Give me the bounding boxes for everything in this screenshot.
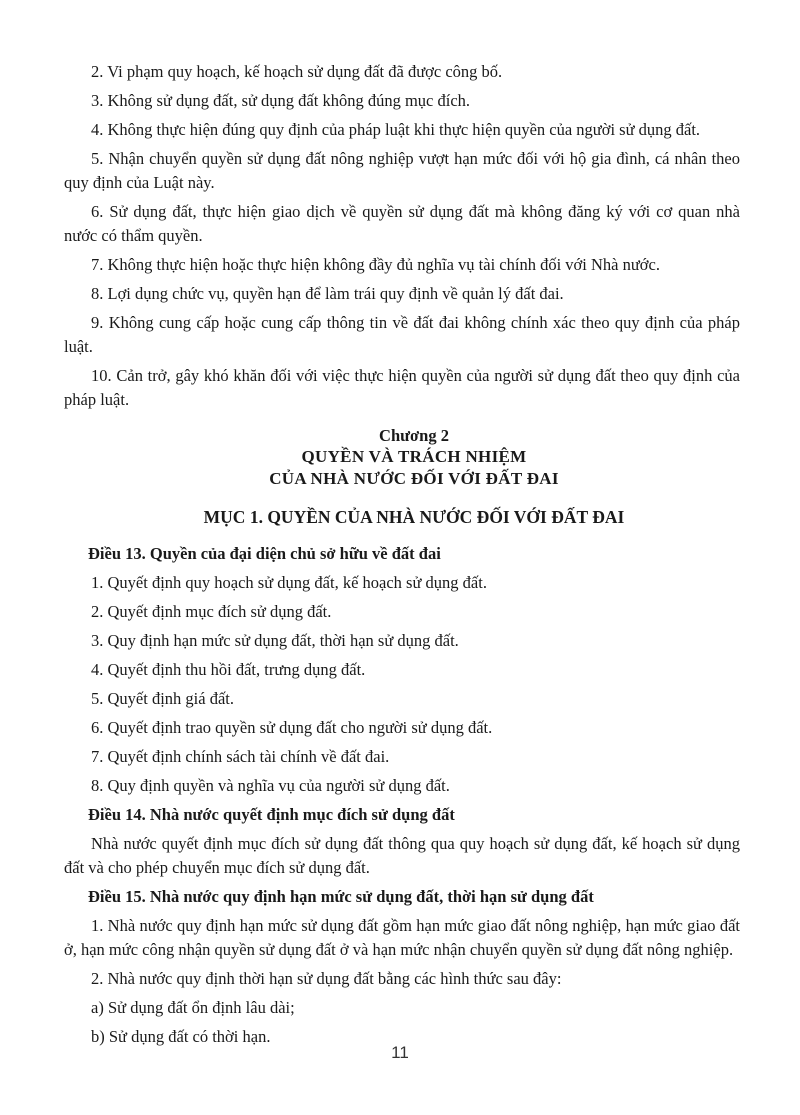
article-14-body: Nhà nước quyết định mục đích sử dụng đất thông qua quy hoạch sử dụng đất, kế hoạch sử dụng đất và cho phép chuyển mục đích sử dụng đất. — [64, 834, 740, 877]
article-13-list — [88, 571, 740, 798]
list-item: 10. Cản trở, gây khó khăn đối với việc thực hiện quyền của người sử dụng đất theo quy định của pháp luật. — [64, 366, 740, 409]
list-item: 3. Quy định hạn mức sử dụng đất, thời hạn sử dụng đất. — [91, 631, 459, 650]
list-item: 6. Sử dụng đất, thực hiện giao dịch về quyền sử dụng đất mà không đăng ký với cơ quan nhà nước có thẩm quyền. — [64, 202, 740, 245]
list-item: a) Sử dụng đất ổn định lâu dài; — [91, 998, 295, 1017]
list-item: 7. Không thực hiện hoặc thực hiện không đầy đủ nghĩa vụ tài chính đối với Nhà nước. — [91, 255, 660, 274]
chapter-title-line-1: QUYỀN VÀ TRÁCH NHIỆM — [301, 447, 527, 466]
page-number: 11 — [391, 1043, 409, 1062]
article-15-heading: Điều 15. Nhà nước quy định hạn mức sử dụng đất, thời hạn sử dụng đất — [88, 887, 594, 906]
list-item: 4. Quyết định thu hồi đất, trưng dụng đất. — [91, 660, 366, 679]
article-15-list — [64, 914, 740, 1049]
list-item: 2. Nhà nước quy định thời hạn sử dụng đất bằng các hình thức sau đây: — [91, 969, 562, 988]
page-content — [64, 60, 740, 1054]
list-item: 9. Không cung cấp hoặc cung cấp thông tin về đất đai không chính xác theo quy định của pháp luật. — [64, 313, 740, 356]
list-item: 8. Quy định quyền và nghĩa vụ của người sử dụng đất. — [91, 776, 450, 795]
list-item: 5. Quyết định giá đất. — [91, 689, 234, 708]
list-item: 2. Quyết định mục đích sử dụng đất. — [91, 602, 332, 621]
intro-list — [64, 60, 740, 412]
section-title: MỤC 1. QUYỀN CỦA NHÀ NƯỚC ĐỐI VỚI ĐẤT ĐAI — [203, 507, 625, 527]
article-13-heading: Điều 13. Quyền của đại diện chủ sở hữu về đất đai — [88, 544, 441, 563]
list-item: b) Sử dụng đất có thời hạn. — [91, 1027, 271, 1046]
list-item: 3. Không sử dụng đất, sử dụng đất không đúng mục đích. — [91, 91, 471, 110]
list-item: 5. Nhận chuyển quyền sử dụng đất nông nghiệp vượt hạn mức đối với hộ gia đình, cá nhân theo quy định của Luật này. — [64, 149, 740, 192]
list-item: 7. Quyết định chính sách tài chính về đất đai. — [91, 747, 390, 766]
chapter-label: Chương 2 — [379, 426, 449, 445]
list-item: 4. Không thực hiện đúng quy định của pháp luật khi thực hiện quyền của người sử dụng đất. — [91, 120, 701, 139]
list-item: 8. Lợi dụng chức vụ, quyền hạn để làm trái quy định về quản lý đất đai. — [91, 284, 564, 303]
list-item: 6. Quyết định trao quyền sử dụng đất cho người sử dụng đất. — [91, 718, 493, 737]
article-14-heading: Điều 14. Nhà nước quyết định mục đích sử dụng đất — [88, 805, 455, 824]
list-item: 1. Quyết định quy hoạch sử dụng đất, kế hoạch sử dụng đất. — [91, 573, 487, 592]
list-item: 1. Nhà nước quy định hạn mức sử dụng đất gồm hạn mức giao đất nông nghiệp, hạn mức giao đất ở, hạn mức công nhận quyền sử dụng đất ở và hạn mức nhận chuyển quyền sử dụng đất nông nghiệp. — [64, 916, 740, 959]
list-item: 2. Vi phạm quy hoạch, kế hoạch sử dụng đất đã được công bố. — [91, 62, 503, 81]
chapter-title-line-2: CỦA NHÀ NƯỚC ĐỐI VỚI ĐẤT ĐAI — [269, 469, 559, 488]
